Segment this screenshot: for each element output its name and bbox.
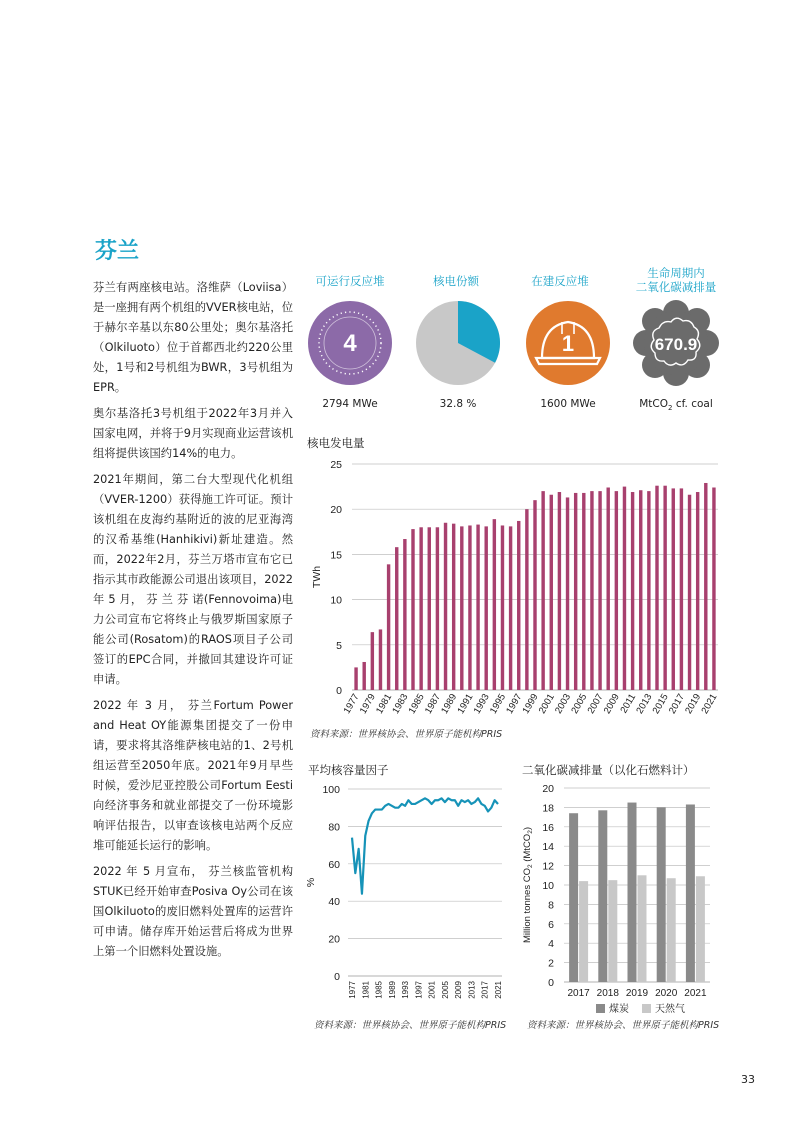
bar (354, 667, 357, 690)
bar (517, 521, 520, 690)
generation-chart-source: 资料来源：世界核协会、世界原子能机构PRIS (310, 729, 503, 740)
capacity-chart-source: 资料来源：世界核协会、世界原子能机构PRIS (314, 1020, 507, 1031)
legend-label: 煤炭 (609, 1004, 629, 1013)
bar-gas (667, 878, 676, 982)
bar (533, 500, 536, 690)
x-tick-label: 1991 (455, 692, 476, 716)
y-tick-label: 0 (334, 971, 340, 983)
helmet-badge-icon (525, 300, 611, 386)
x-tick-label: 2007 (585, 692, 606, 716)
stat-construction-value: 1 (561, 331, 575, 356)
y-tick-label: 4 (548, 938, 554, 951)
co2-cloud-icon (633, 300, 719, 386)
y-tick-label: 20 (328, 933, 340, 946)
x-tick-label: 1985 (406, 692, 427, 716)
bar (468, 525, 471, 690)
reactor-badge-icon (307, 300, 393, 386)
bar (476, 525, 479, 690)
bar (395, 547, 398, 690)
x-tick-label: 2009 (601, 692, 622, 716)
bar (672, 488, 675, 690)
bar (387, 564, 390, 690)
x-tick-label: 1993 (401, 981, 411, 999)
x-tick-label: 1977 (341, 692, 362, 716)
x-tick-label: 1985 (374, 981, 384, 999)
bar (558, 492, 561, 690)
x-tick-label: 1995 (487, 692, 509, 716)
bar (704, 483, 707, 690)
bar (509, 526, 512, 690)
x-tick-label: 2003 (553, 692, 574, 716)
bar (379, 629, 382, 690)
x-tick-label: 2013 (634, 692, 655, 716)
paragraph: 2022 年 5 月宣布， 芬兰核监管机构STUK已经开始审查Posiva Oy公司在该国Olkiluoto的废旧燃料处置库的运营许可申请。储存库开始运营后将成为世界上第一个旧燃料处置设施。 (93, 865, 293, 958)
stat-co2-unit: MtCO$_2$ cf. coal (639, 398, 713, 413)
x-tick-label: 2021 (684, 988, 707, 999)
bar (419, 527, 422, 690)
x-tick-label: 1987 (422, 692, 443, 716)
y-tick-label: 60 (328, 858, 340, 871)
x-tick-label: 2015 (650, 692, 671, 716)
bar-coal (569, 813, 578, 982)
nuclear-share-pie (415, 300, 501, 386)
co2-chart-source: 资料来源：世界核协会、世界原子能机构PRIS (527, 1020, 720, 1031)
y-tick-label: 20 (542, 783, 554, 795)
bar (566, 497, 569, 690)
capacity-chart-title: 平均核容量因子 (308, 763, 389, 777)
x-tick-label: 1989 (387, 981, 397, 999)
page-title: 芬兰 (95, 239, 140, 264)
paragraph: 2021年期间，第二台大型现代化机组（VVER-1200）获得施工许可证。预计该机组在皮海约基附近的波的尼亚海湾的汉希基维(Hanhikivi)新址建造。然而，2022年2月，芬兰万塔市宣布它已指示其市政能源公司退出该项目，2022 年 5 月， 芬 兰 芬 诺(Fennovoima)电力公司宣布它将终止与俄罗斯国家原子能公司(Rosatom)的RAOS项目子公司签订的EPC合同，并撤回其建设许可证申请。 (93, 473, 293, 686)
bar (371, 632, 374, 690)
stat-reactors-unit: 2794 MWe (322, 398, 378, 410)
generation-chart-title: 核电发电量 (307, 436, 365, 450)
bar (362, 662, 365, 690)
bar (525, 509, 528, 690)
bar (590, 491, 593, 690)
x-tick-label: 2005 (440, 981, 450, 999)
y-tick-label: 20 (330, 504, 342, 517)
x-tick-label: 2001 (536, 692, 557, 716)
y-axis-label: TWh (311, 565, 323, 589)
x-tick-label: 1979 (357, 692, 378, 716)
bar (712, 488, 715, 691)
x-tick-label: 1981 (361, 981, 371, 999)
bar (696, 492, 699, 690)
y-tick-label: 0 (336, 685, 342, 697)
y-tick-label: 18 (542, 802, 554, 815)
x-tick-label: 2021 (494, 981, 503, 999)
page-number: 33 (741, 1073, 755, 1086)
bar (582, 493, 585, 690)
stat-co2-label-1: 生命周期内 (647, 266, 705, 280)
bar-gas (608, 880, 617, 982)
x-tick-label: 2021 (699, 692, 720, 716)
y-tick-label: 15 (330, 549, 342, 562)
stat-co2-label-2: 二氧化碳减排量 (635, 280, 717, 294)
paragraph: 芬兰有两座核电站。洛维萨（Loviisa）是一座拥有两个机组的VVER核电站，位于赫尔辛基以东80公里处；奥尔基洛托（Olkiluoto）位于首都西北约220公里处，1号和2号机组为BWR，3号机组为EPR。 (93, 281, 293, 394)
bar (680, 488, 683, 690)
co2-chart (520, 778, 720, 1013)
stat-construction-unit: 1600 MWe (540, 398, 596, 410)
series-line (352, 798, 498, 893)
y-axis-label: Million tonnes $CO_2$ (MtCO$_2$) (522, 826, 534, 944)
bar (436, 527, 439, 690)
x-tick-label: 2013 (467, 981, 477, 999)
y-tick-label: 16 (542, 821, 554, 834)
x-tick-label: 2005 (569, 692, 590, 716)
bar-coal (657, 807, 666, 982)
x-tick-label: 2017 (567, 988, 590, 999)
bar (615, 491, 618, 690)
x-tick-label: 1999 (520, 692, 541, 716)
y-tick-label: 5 (336, 639, 342, 652)
co2-chart-title: 二氧化碳减排量（以化石燃料计） (522, 763, 695, 777)
x-tick-label: 1993 (471, 692, 492, 716)
y-axis-label: % (305, 877, 317, 888)
bar (501, 525, 504, 690)
bar (631, 492, 634, 690)
stat-co2-value: 670.9 (654, 335, 698, 354)
bar (550, 495, 553, 690)
y-tick-label: 2 (548, 957, 554, 970)
x-tick-label: 2020 (655, 988, 678, 999)
bar (639, 490, 642, 690)
x-tick-label: 1997 (414, 981, 424, 999)
bar (541, 491, 544, 690)
y-tick-label: 10 (542, 880, 554, 892)
x-tick-label: 2019 (683, 692, 704, 716)
x-tick-label: 1983 (390, 692, 411, 716)
x-tick-label: 2018 (596, 988, 619, 999)
bar (444, 523, 447, 690)
bar-coal (628, 803, 637, 982)
x-tick-label: 1997 (504, 692, 525, 716)
bar-gas (696, 876, 705, 982)
y-tick-label: 80 (328, 821, 340, 834)
legend-swatch (596, 1004, 605, 1013)
bar (688, 495, 691, 690)
stat-share-unit: 32.8 % (439, 398, 477, 410)
legend-swatch (642, 1004, 651, 1013)
paragraph: 2022 年 3 月， 芬兰Fortum Power and Heat OY能源集团提交了一份申请，要求将其洛维萨核电站的1、2号机组运营至2050年底。2021年9月早些时候，爱沙尼亚控股公司Fortum Eesti向经济事务和就业部提交了一份环境影响评估报告，以审查该核电站两个反应堆可能延长运行的影响。 (93, 699, 293, 852)
bar (663, 486, 666, 690)
bar (428, 527, 431, 690)
bar (411, 529, 414, 690)
bar-coal (686, 804, 695, 982)
stat-share-label: 核电份额 (433, 274, 479, 288)
y-tick-label: 14 (542, 841, 554, 854)
capacity-chart (300, 778, 510, 1013)
bar (452, 524, 455, 690)
stat-reactors-value: 4 (343, 330, 357, 357)
bar (623, 487, 626, 690)
y-tick-label: 40 (328, 896, 340, 909)
x-tick-label: 2017 (666, 692, 687, 716)
x-tick-label: 1977 (348, 981, 357, 999)
bar (484, 526, 487, 690)
bar (655, 486, 658, 690)
y-tick-label: 100 (322, 784, 340, 796)
bar (460, 526, 463, 690)
bar-gas (579, 881, 588, 982)
stat-construction-label: 在建反应堆 (531, 274, 589, 288)
x-tick-label: 2019 (625, 988, 649, 999)
x-tick-label: 2009 (454, 981, 464, 999)
body-text (93, 278, 293, 968)
bar (493, 519, 496, 690)
x-tick-label: 1989 (439, 692, 460, 716)
y-tick-label: 10 (330, 594, 342, 607)
generation-chart (300, 452, 730, 732)
x-tick-label: 2017 (480, 981, 490, 999)
y-tick-label: 6 (548, 918, 554, 931)
stat-reactors-label: 可运行反应堆 (315, 274, 385, 288)
bar (574, 493, 577, 690)
y-tick-label: 12 (542, 860, 554, 873)
x-tick-label: 2011 (618, 692, 639, 716)
bar-gas (638, 875, 647, 982)
y-tick-label: 8 (548, 899, 554, 912)
bar (606, 488, 609, 691)
bar (647, 491, 650, 690)
paragraph: 奥尔基洛托3号机组于2022年3月并入国家电网，并将于9月实现商业运营该机组将提供该国约14%的电力。 (93, 407, 293, 460)
y-tick-label: 25 (330, 459, 342, 471)
x-tick-label: 1981 (374, 692, 395, 716)
bar (403, 539, 406, 690)
bar-coal (598, 810, 607, 982)
y-tick-label: 0 (548, 977, 554, 989)
bar (598, 491, 601, 690)
legend-label: 天然气 (655, 1004, 685, 1013)
x-tick-label: 2001 (427, 981, 437, 999)
